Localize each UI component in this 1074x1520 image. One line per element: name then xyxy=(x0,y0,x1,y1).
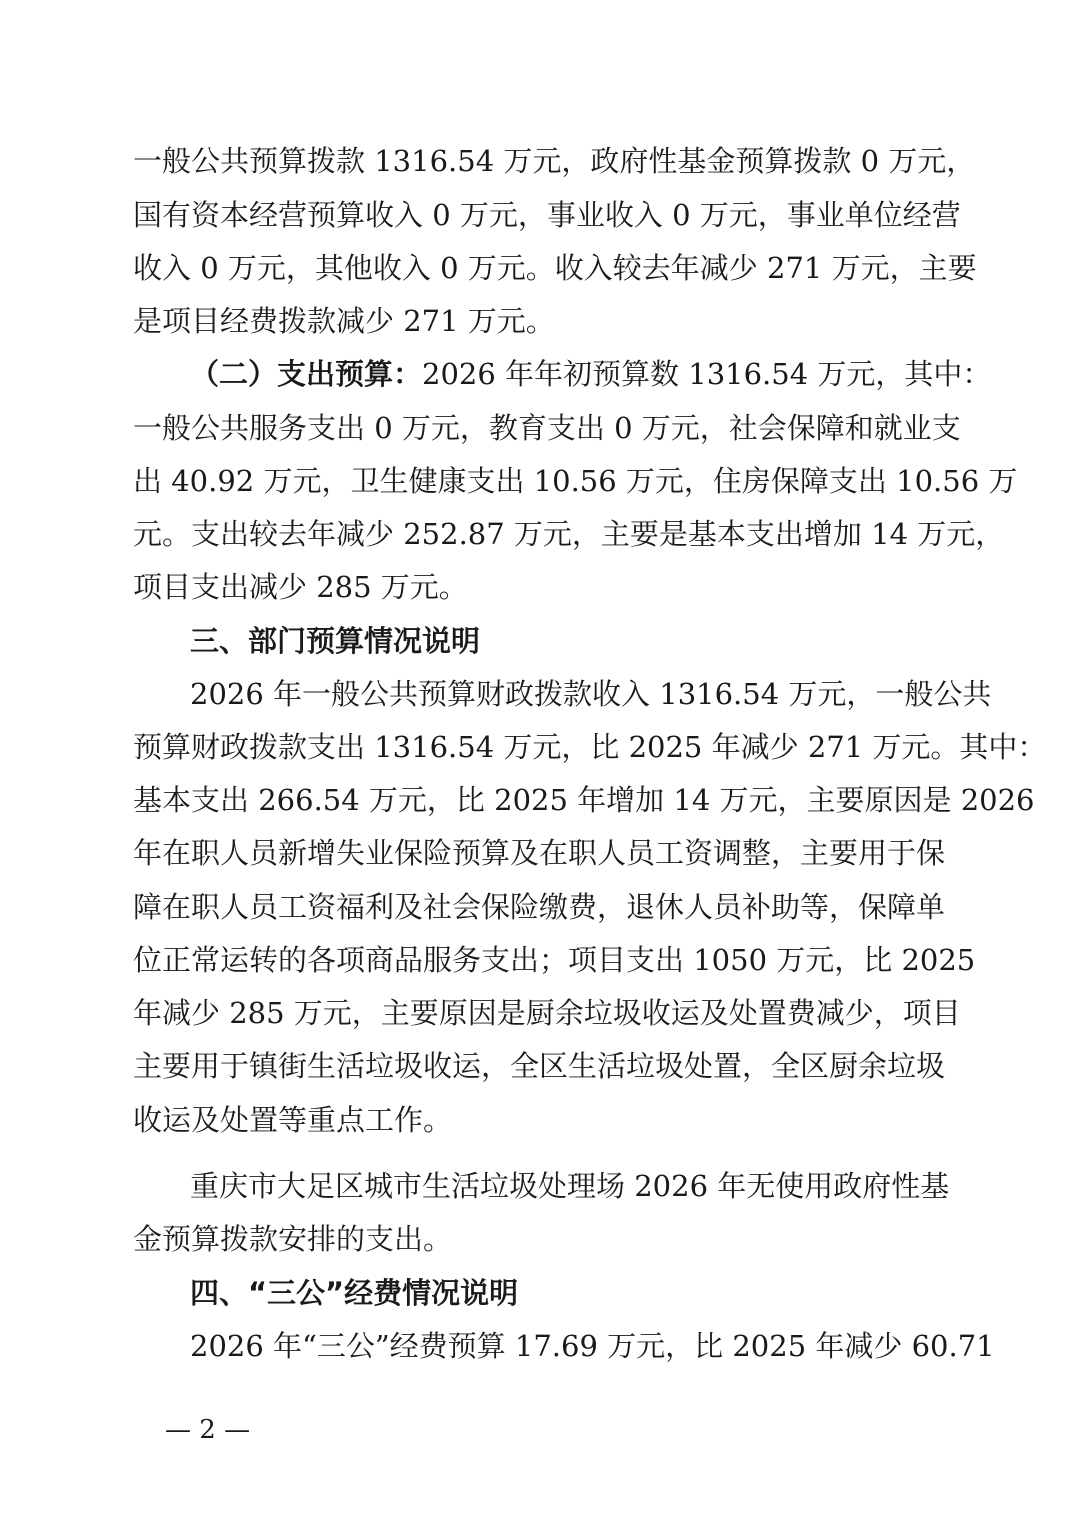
section-three-line-6: 位正常运转的各项商品服务支出；项目支出 1050 万元，比 2025 xyxy=(133,943,976,977)
section-three-line-8: 主要用于镇街生活垃圾收运，全区生活垃圾处置，全区厨余垃圾 xyxy=(133,1049,946,1083)
revenue-line-2: 国有资本经营预算收入 0 万元，事业收入 0 万元，事业单位经营 xyxy=(133,198,961,232)
expenditure-line-5: 项目支出减少 285 万元。 xyxy=(133,570,468,604)
expenditure-line-3: 出 40.92 万元，卫生健康支出 10.56 万元，住房保障支出 10.56 万 xyxy=(133,464,1018,498)
section-three-line-5: 障在职人员工资福利及社会保险缴费，退休人员补助等，保障单 xyxy=(133,890,946,924)
section-three-line-9: 收运及处置等重点工作。 xyxy=(133,1103,453,1137)
section-three-heading: 三、部门预算情况说明 xyxy=(190,624,481,658)
revenue-line-4: 是项目经费拨款减少 271 万元。 xyxy=(133,304,555,338)
expenditure-line-1 xyxy=(190,354,992,394)
section-four-heading: 四、“三公”经费情况说明 xyxy=(190,1276,519,1310)
fund-line-1: 重庆市大足区城市生活垃圾处理场 2026 年无使用政府性基 xyxy=(190,1169,950,1203)
section-three-line-1: 2026 年一般公共预算财政拨款收入 1316.54 万元，一般公共 xyxy=(190,677,992,711)
expenditure-line-4: 元。支出较去年减少 252.87 万元，主要是基本支出增加 14 万元， xyxy=(133,517,1005,551)
revenue-line-3: 收入 0 万元，其他收入 0 万元。收入较去年减少 271 万元，主要 xyxy=(133,251,977,285)
section-three-line-4: 年在职人员新增失业保险预算及在职人员工资调整，主要用于保 xyxy=(133,836,946,870)
section-three-line-2: 预算财政拨款支出 1316.54 万元，比 2025 年减少 271 万元。其中： xyxy=(133,730,1047,764)
section-four-line-1: 2026 年“三公”经费预算 17.69 万元，比 2025 年减少 60.71 xyxy=(190,1329,995,1363)
expenditure-label: （二）支出预算： xyxy=(190,357,423,391)
page-number: — 2 — xyxy=(165,1415,251,1445)
fund-line-2: 金预算拨款安排的支出。 xyxy=(133,1222,453,1256)
revenue-line-1: 一般公共预算拨款 1316.54 万元，政府性基金预算拨款 0 万元， xyxy=(133,144,976,178)
expenditure-line-2: 一般公共服务支出 0 万元，教育支出 0 万元，社会保障和就业支 xyxy=(133,411,961,445)
section-three-line-7: 年减少 285 万元，主要原因是厨余垃圾收运及处置费减少，项目 xyxy=(133,996,961,1030)
section-three-line-3: 基本支出 266.54 万元，比 2025 年增加 14 万元，主要原因是 2026 xyxy=(133,783,1035,817)
expenditure-line-1-text: 2026 年年初预算数 1316.54 万元，其中： xyxy=(422,357,992,391)
